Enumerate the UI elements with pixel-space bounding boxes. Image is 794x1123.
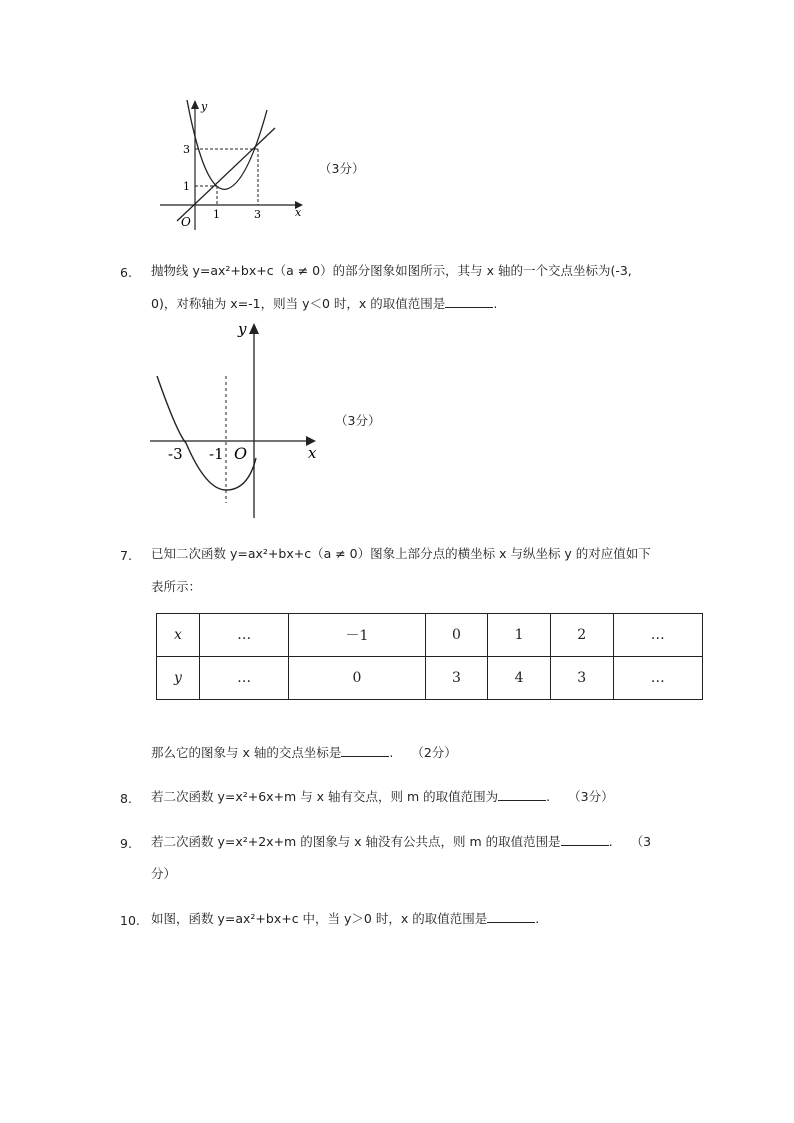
q5-tick-y1: 1	[183, 180, 190, 193]
q8-score: （3分）	[568, 789, 614, 804]
q7-x-cell: …	[613, 614, 702, 657]
q6-line2-wrap	[151, 296, 497, 312]
q7-after-text: 那么它的图象与 x 轴的交点坐标是	[151, 745, 342, 760]
q6-graph	[150, 318, 330, 523]
q5-score: （3分）	[319, 161, 365, 176]
q7-y-cell: 3	[550, 657, 613, 700]
q9-score-part1: （3	[630, 834, 652, 849]
q7-line1: 已知二次函数 y=ax²+bx+c（a ≠ 0）图象上部分点的横坐标 x 与纵坐标 y 的对应值如下	[151, 546, 651, 561]
q7-answer-blank[interactable]	[341, 745, 389, 757]
q5-label-y: y	[201, 100, 208, 113]
q7-y-cell: 3	[425, 657, 488, 700]
q9-wrap	[151, 834, 651, 850]
q9-score-part2: 分）	[151, 866, 177, 881]
q7-after-end: .	[389, 745, 394, 760]
q7-row-x-label: x	[157, 614, 200, 657]
q5-y-arrow	[191, 100, 199, 109]
q8-number: 8.	[120, 791, 132, 806]
q6-score: （3分）	[335, 413, 381, 428]
q7-x-cell: 2	[550, 614, 613, 657]
q10-number: 10.	[120, 913, 140, 928]
q5-label-x: x	[295, 206, 302, 219]
q6-label-y: y	[238, 320, 247, 338]
q6-label-x: x	[308, 444, 317, 462]
q7-y-cell: …	[613, 657, 702, 700]
table-row	[157, 614, 703, 657]
q7-x-cell: 0	[425, 614, 488, 657]
q9-answer-blank[interactable]	[561, 834, 609, 846]
table-row	[157, 657, 703, 700]
q6-parabola	[157, 376, 256, 490]
q10-wrap	[151, 911, 539, 927]
q7-y-cell: …	[200, 657, 289, 700]
q7-x-cell: －1	[289, 614, 425, 657]
q7-number: 7.	[120, 548, 132, 563]
q6-tick-m1: -1	[209, 445, 224, 463]
q6-line2: 0)，对称轴为 x=-1，则当 y＜0 时，x 的取值范围是	[151, 296, 446, 311]
q7-row-y-label: y	[157, 657, 200, 700]
q7-x-cell: 1	[488, 614, 551, 657]
q7-x-cell: …	[200, 614, 289, 657]
q10-text: 如图，函数 y=ax²+bx+c 中，当 y＞0 时，x 的取值范围是	[151, 911, 488, 926]
q5-graph	[155, 95, 315, 240]
q5-parabola	[187, 100, 267, 189]
q6-number: 6.	[120, 265, 132, 280]
q7-score: （2分）	[411, 745, 457, 760]
q6-answer-blank[interactable]	[445, 296, 493, 308]
q6-line1: 抛物线 y=ax²+bx+c（a ≠ 0）的部分图象如图所示，其与 x 轴的一个交点坐标为(-3,	[151, 263, 632, 278]
q5-label-o: O	[181, 215, 191, 229]
q10-end: .	[535, 911, 540, 926]
q7-y-cell: 0	[289, 657, 425, 700]
q7-value-table	[156, 613, 703, 700]
q7-line2: 表所示：	[151, 579, 202, 594]
q5-tick-y3: 3	[183, 143, 190, 156]
q8-end: .	[546, 789, 551, 804]
q8-wrap	[151, 789, 614, 805]
q10-answer-blank[interactable]	[487, 911, 535, 923]
q9-number: 9.	[120, 836, 132, 851]
q9-end: .	[608, 834, 613, 849]
q8-text: 若二次函数 y=x²+6x+m 与 x 轴有交点，则 m 的取值范围为	[151, 789, 499, 804]
q7-y-cell: 4	[488, 657, 551, 700]
q6-y-arrow	[249, 323, 259, 334]
q5-tick-x1: 1	[213, 208, 220, 221]
q7-after-wrap	[151, 745, 457, 761]
q9-text: 若二次函数 y=x²+2x+m 的图象与 x 轴没有公共点，则 m 的取值范围是	[151, 834, 561, 849]
q6-label-o: O	[234, 444, 248, 463]
q6-line2-end: .	[493, 296, 498, 311]
q5-tick-x3: 3	[254, 208, 261, 221]
q8-answer-blank[interactable]	[498, 789, 546, 801]
q6-tick-m3: -3	[168, 445, 183, 463]
